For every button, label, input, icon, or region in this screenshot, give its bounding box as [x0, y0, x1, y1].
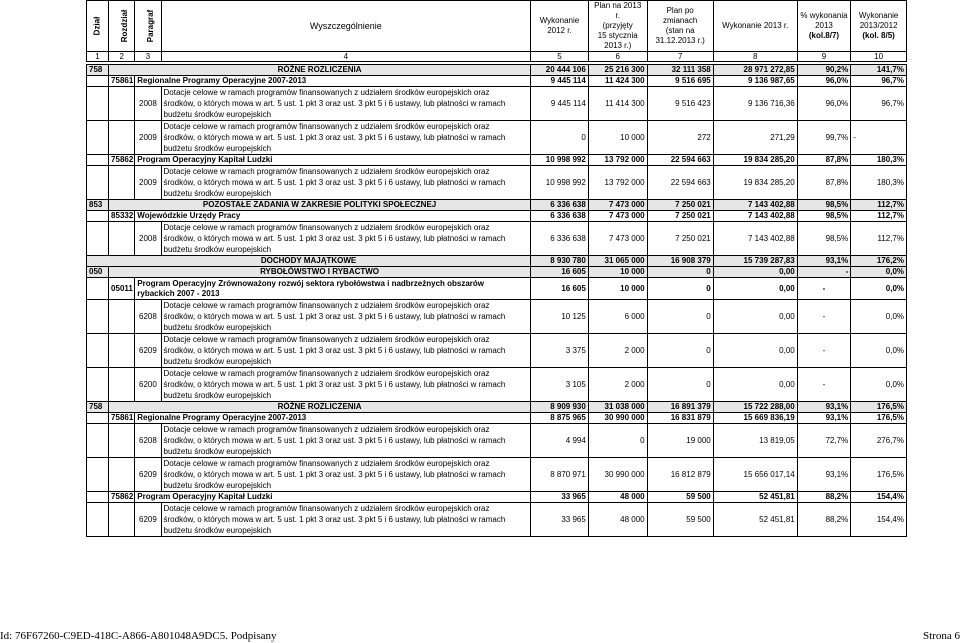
value-planzm: 59 500	[647, 492, 713, 503]
value-w2012: 20 444 106	[531, 65, 589, 76]
value-planzm: 19 000	[647, 424, 713, 458]
value-planzm: 7 250 021	[647, 211, 713, 222]
value-w2012: 10 125	[531, 300, 589, 334]
value-w2012: 0	[531, 121, 589, 155]
paragraf-code: 6208	[135, 424, 161, 458]
row-name: Program Operacyjny Zrównoważony rozwój sektora rybołówstwa i nadbrzeżnych obszarów rybackich 2007 - 2013	[135, 278, 531, 300]
value-plan: 48 000	[588, 492, 647, 503]
value-dyn: 176,5%	[851, 458, 907, 492]
value-planzm: 16 831 879	[647, 413, 713, 424]
table-header-row	[87, 1, 907, 52]
value-proc: -	[797, 300, 851, 334]
value-dyn: 0,0%	[851, 300, 907, 334]
value-plan: 2 000	[588, 368, 647, 402]
document-id: Id: 76F67260-C9ED-418C-A866-A801048A9DC5. Podpisany	[0, 630, 277, 642]
value-w2012: 16 605	[531, 278, 589, 300]
value-w2013: 0,00	[713, 368, 797, 402]
value-proc: 98,5%	[797, 222, 851, 256]
row-name: Regionalne Programy Operacyjne 2007-2013	[135, 413, 531, 424]
header-plan-2013: Plan na 2013 r. (przyjęty 15 stycznia 2013 r.)	[588, 1, 647, 52]
column-number: 1	[87, 52, 109, 62]
value-plan: 0	[588, 424, 647, 458]
value-w2013: 271,29	[713, 121, 797, 155]
paragraf-code: 6209	[135, 503, 161, 537]
column-number: 5	[531, 52, 589, 62]
row-name: Program Operacyjny Kapitał Ludzki	[135, 155, 531, 166]
value-w2012: 6 336 638	[531, 222, 589, 256]
value-proc: -	[797, 368, 851, 402]
row-name: RÓŻNE ROZLICZENIA	[109, 402, 531, 413]
value-planzm: 22 594 663	[647, 166, 713, 200]
budget-table	[86, 0, 907, 537]
table-row	[87, 300, 907, 334]
header-procent-wykonania: % wykonania 2013 (kol.8/7)	[797, 1, 851, 52]
dzial-code: 758	[87, 402, 109, 413]
header-wyszczegolnienie: Wyszczególnienie	[161, 1, 531, 52]
value-planzm: 59 500	[647, 503, 713, 537]
page-number: Strona 6	[923, 630, 960, 642]
value-plan: 13 792 000	[588, 166, 647, 200]
value-plan: 10 000	[588, 278, 647, 300]
dzial-code: 853	[87, 200, 109, 211]
paragraf-code: 6200	[135, 368, 161, 402]
value-w2013: 19 834 285,20	[713, 166, 797, 200]
column-number: 8	[713, 52, 797, 62]
row-name: RYBOŁÓWSTWO I RYBACTWO	[109, 267, 531, 278]
table-row	[87, 368, 907, 402]
value-proc: 98,5%	[797, 200, 851, 211]
value-w2013: 13 819,05	[713, 424, 797, 458]
value-dyn: 154,4%	[851, 492, 907, 503]
value-plan: 31 038 000	[588, 402, 647, 413]
rozdzial-code: 85332	[109, 211, 135, 222]
value-planzm: 9 516 695	[647, 76, 713, 87]
value-proc: 96,0%	[797, 76, 851, 87]
value-proc: 90,2%	[797, 65, 851, 76]
value-dyn: 176,5%	[851, 402, 907, 413]
value-plan: 25 216 300	[588, 65, 647, 76]
rozdzial-code: 75862	[109, 155, 135, 166]
value-plan: 11 424 300	[588, 76, 647, 87]
table-row	[87, 413, 907, 424]
value-plan: 48 000	[588, 503, 647, 537]
row-description: Dotacje celowe w ramach programów finansowanych z udziałem środków europejskich oraz środków, o których mowa w art. 5 ust. 1 pkt 3 oraz ust. 3 pkt 5 i 6 ustawy, lub płatności w ramach budżetu środków europejskich	[161, 424, 531, 458]
value-planzm: 22 594 663	[647, 155, 713, 166]
table-row	[87, 76, 907, 87]
value-plan: 11 414 300	[588, 87, 647, 121]
value-plan: 30 990 000	[588, 458, 647, 492]
value-w2013: 15 656 017,14	[713, 458, 797, 492]
value-proc: 87,8%	[797, 155, 851, 166]
value-plan: 13 792 000	[588, 155, 647, 166]
value-w2012: 8 930 780	[531, 256, 589, 267]
table-row	[87, 65, 907, 76]
value-proc: 88,2%	[797, 492, 851, 503]
table-row	[87, 267, 907, 278]
value-planzm: 0	[647, 368, 713, 402]
header-wykonanie-2013-2012: Wykonanie 2013/2012 (kol. 8/5)	[851, 1, 907, 52]
row-description: Dotacje celowe w ramach programów finansowanych z udziałem środków europejskich oraz środków, o których mowa w art. 5 ust. 1 pkt 3 oraz ust. 3 pkt 5 i 6 ustawy, lub płatności w ramach budżetu środków europejskich	[161, 166, 531, 200]
value-dyn: 276,7%	[851, 424, 907, 458]
row-description: Dotacje celowe w ramach programów finansowanych z udziałem środków europejskich oraz środków, o których mowa w art. 5 ust. 1 pkt 3 oraz ust. 3 pkt 5 i 6 ustawy, lub płatności w ramach budżetu środków europejskich	[161, 87, 531, 121]
value-w2012: 16 605	[531, 267, 589, 278]
value-planzm: 16 812 879	[647, 458, 713, 492]
rozdzial-code: 75861	[109, 76, 135, 87]
value-dyn: 180,3%	[851, 166, 907, 200]
value-dyn: 0,0%	[851, 368, 907, 402]
value-proc: 93,1%	[797, 458, 851, 492]
row-description: Dotacje celowe w ramach programów finansowanych z udziałem środków europejskich oraz środków, o których mowa w art. 5 ust. 1 pkt 3 oraz ust. 3 pkt 5 i 6 ustawy, lub płatności w ramach budżetu środków europejskich	[161, 458, 531, 492]
row-name: Regionalne Programy Operacyjne 2007-2013	[135, 76, 531, 87]
paragraf-code: 2009	[135, 166, 161, 200]
value-plan: 10 000	[588, 121, 647, 155]
value-planzm: 0	[647, 267, 713, 278]
value-dyn: 96,7%	[851, 87, 907, 121]
value-proc: -	[797, 267, 851, 278]
value-w2013: 0,00	[713, 278, 797, 300]
value-planzm: 16 908 379	[647, 256, 713, 267]
value-w2013: 52 451,81	[713, 503, 797, 537]
value-dyn: 112,7%	[851, 200, 907, 211]
page-footer	[0, 629, 960, 643]
paragraf-code: 6209	[135, 334, 161, 368]
value-proc: 96,0%	[797, 87, 851, 121]
header-wykonanie-2013: Wykonanie 2013 r.	[713, 1, 797, 52]
value-dyn: -	[851, 121, 907, 155]
value-planzm: 9 516 423	[647, 87, 713, 121]
table-row	[87, 256, 907, 267]
value-proc: 88,2%	[797, 503, 851, 537]
row-name: POZOSTAŁE ZADANIA W ZAKRESIE POLITYKI SPOŁECZNEJ	[109, 200, 531, 211]
value-proc: 72,7%	[797, 424, 851, 458]
column-number: 6	[588, 52, 647, 62]
value-w2012: 33 965	[531, 492, 589, 503]
value-w2013: 7 143 402,88	[713, 222, 797, 256]
value-dyn: 0,0%	[851, 334, 907, 368]
value-planzm: 272	[647, 121, 713, 155]
value-w2013: 7 143 402,88	[713, 211, 797, 222]
value-w2012: 8 875 965	[531, 413, 589, 424]
column-number: 3	[135, 52, 161, 62]
value-dyn: 176,2%	[851, 256, 907, 267]
value-w2013: 9 136 987,65	[713, 76, 797, 87]
value-plan: 10 000	[588, 267, 647, 278]
dzial-code: 758	[87, 65, 109, 76]
value-dyn: 96,7%	[851, 76, 907, 87]
column-number: 10	[851, 52, 907, 62]
value-plan: 7 473 000	[588, 211, 647, 222]
value-planzm: 0	[647, 300, 713, 334]
value-w2013: 0,00	[713, 267, 797, 278]
table-row	[87, 222, 907, 256]
header-plan-po-zmianach: Plan po zmianach (stan na 31.12.2013 r.)	[647, 1, 713, 52]
column-number-row	[87, 52, 907, 62]
table-row	[87, 200, 907, 211]
value-plan: 7 473 000	[588, 222, 647, 256]
row-description: Dotacje celowe w ramach programów finansowanych z udziałem środków europejskich oraz środków, o których mowa w art. 5 ust. 1 pkt 3 oraz ust. 3 pkt 5 i 6 ustawy, lub płatności w ramach budżetu środków europejskich	[161, 300, 531, 334]
value-w2013: 7 143 402,88	[713, 200, 797, 211]
rozdzial-code: 75862	[109, 492, 135, 503]
value-plan: 6 000	[588, 300, 647, 334]
table-row	[87, 155, 907, 166]
row-description: Dotacje celowe w ramach programów finansowanych z udziałem środków europejskich oraz środków, o których mowa w art. 5 ust. 1 pkt 3 oraz ust. 3 pkt 5 i 6 ustawy, lub płatności w ramach budżetu środków europejskich	[161, 503, 531, 537]
value-plan: 31 065 000	[588, 256, 647, 267]
header-dzial: Dział	[87, 1, 109, 52]
row-description: Dotacje celowe w ramach programów finansowanych z udziałem środków europejskich oraz środków, o których mowa w art. 5 ust. 1 pkt 3 oraz ust. 3 pkt 5 i 6 ustawy, lub płatności w ramach budżetu środków europejskich	[161, 334, 531, 368]
value-w2013: 9 136 716,36	[713, 87, 797, 121]
value-proc: 98,5%	[797, 211, 851, 222]
section-title: DOCHODY MAJĄTKOWE	[87, 256, 531, 267]
value-w2013: 52 451,81	[713, 492, 797, 503]
value-planzm: 32 111 358	[647, 65, 713, 76]
dzial-code: 050	[87, 267, 109, 278]
value-w2012: 33 965	[531, 503, 589, 537]
value-proc: -	[797, 334, 851, 368]
paragraf-code: 2009	[135, 121, 161, 155]
value-w2013: 15 722 288,00	[713, 402, 797, 413]
value-w2012: 6 336 638	[531, 200, 589, 211]
row-description: Dotacje celowe w ramach programów finansowanych z udziałem środków europejskich oraz środków, o których mowa w art. 5 ust. 1 pkt 3 oraz ust. 3 pkt 5 i 6 ustawy, lub płatności w ramach budżetu środków europejskich	[161, 368, 531, 402]
value-dyn: 112,7%	[851, 222, 907, 256]
table-row	[87, 121, 907, 155]
table-row	[87, 458, 907, 492]
paragraf-code: 2008	[135, 87, 161, 121]
rozdzial-code: 05011	[109, 278, 135, 300]
table-row	[87, 334, 907, 368]
value-w2013: 0,00	[713, 334, 797, 368]
value-w2013: 28 971 272,85	[713, 65, 797, 76]
value-planzm: 7 250 021	[647, 200, 713, 211]
paragraf-code: 6208	[135, 300, 161, 334]
table-row	[87, 166, 907, 200]
value-w2012: 9 445 114	[531, 87, 589, 121]
value-dyn: 180,3%	[851, 155, 907, 166]
value-planzm: 0	[647, 278, 713, 300]
value-dyn: 154,4%	[851, 503, 907, 537]
value-w2012: 10 998 992	[531, 166, 589, 200]
value-dyn: 176,5%	[851, 413, 907, 424]
value-dyn: 141,7%	[851, 65, 907, 76]
rozdzial-code: 75861	[109, 413, 135, 424]
row-name: Program Operacyjny Kapitał Ludzki	[135, 492, 531, 503]
row-description: Dotacje celowe w ramach programów finansowanych z udziałem środków europejskich oraz środków, o których mowa w art. 5 ust. 1 pkt 3 oraz ust. 3 pkt 5 i 6 ustawy, lub płatności w ramach budżetu środków europejskich	[161, 222, 531, 256]
paragraf-code: 6209	[135, 458, 161, 492]
value-planzm: 7 250 021	[647, 222, 713, 256]
table-row	[87, 492, 907, 503]
value-dyn: 0,0%	[851, 278, 907, 300]
table-row	[87, 424, 907, 458]
value-w2013: 15 739 287,83	[713, 256, 797, 267]
table-row	[87, 278, 907, 300]
value-dyn: 0,0%	[851, 267, 907, 278]
value-w2013: 0,00	[713, 300, 797, 334]
value-w2012: 4 994	[531, 424, 589, 458]
value-planzm: 16 891 379	[647, 402, 713, 413]
value-w2012: 10 998 992	[531, 155, 589, 166]
column-number: 4	[161, 52, 531, 62]
budget-document	[86, 0, 907, 537]
row-description: Dotacje celowe w ramach programów finansowanych z udziałem środków europejskich oraz środków, o których mowa w art. 5 ust. 1 pkt 3 oraz ust. 3 pkt 5 i 6 ustawy, lub płatności w ramach budżetu środków europejskich	[161, 121, 531, 155]
value-w2012: 9 445 114	[531, 76, 589, 87]
value-w2012: 8 870 971	[531, 458, 589, 492]
value-proc: 93,1%	[797, 256, 851, 267]
value-proc: 99,7%	[797, 121, 851, 155]
row-name: Wojewódzkie Urzędy Pracy	[135, 211, 531, 222]
table-row	[87, 211, 907, 222]
header-paragraf: Paragraf	[135, 1, 161, 52]
paragraf-code: 2008	[135, 222, 161, 256]
row-name: RÓŻNE ROZLICZENIA	[109, 65, 531, 76]
value-dyn: 112,7%	[851, 211, 907, 222]
value-plan: 30 990 000	[588, 413, 647, 424]
value-w2013: 19 834 285,20	[713, 155, 797, 166]
value-w2012: 3 105	[531, 368, 589, 402]
column-number: 2	[109, 52, 135, 62]
value-proc: -	[797, 278, 851, 300]
table-row	[87, 503, 907, 537]
table-row	[87, 87, 907, 121]
table-row	[87, 402, 907, 413]
value-proc: 93,1%	[797, 402, 851, 413]
value-plan: 7 473 000	[588, 200, 647, 211]
value-w2012: 6 336 638	[531, 211, 589, 222]
value-w2013: 15 669 836,19	[713, 413, 797, 424]
value-proc: 93,1%	[797, 413, 851, 424]
value-planzm: 0	[647, 334, 713, 368]
header-rozdzial: Rozdział	[109, 1, 135, 52]
value-w2012: 8 909 930	[531, 402, 589, 413]
value-proc: 87,8%	[797, 166, 851, 200]
value-w2012: 3 375	[531, 334, 589, 368]
column-number: 7	[647, 52, 713, 62]
header-wykonanie-2012: Wykonanie 2012 r.	[531, 1, 589, 52]
column-number: 9	[797, 52, 851, 62]
value-plan: 2 000	[588, 334, 647, 368]
